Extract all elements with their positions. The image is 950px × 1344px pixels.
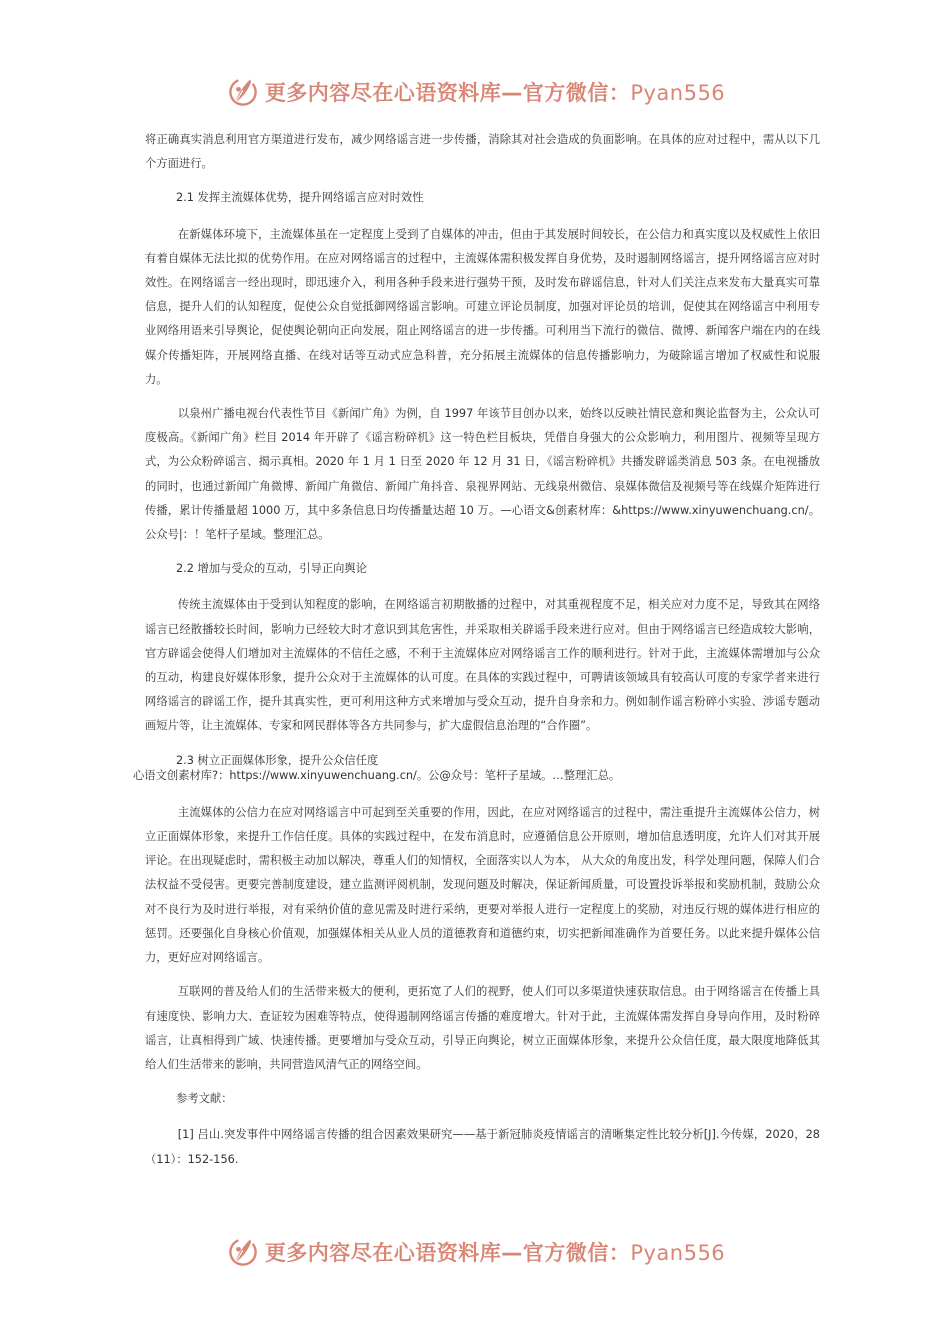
intro-paragraph: 将正确真实消息利用官方渠道进行发布，减少网络谣言进一步传播，消除其对社会造成的负面影响。在具体的应对过程中，需从以下几个方面进行。 <box>145 133 820 171</box>
section-2-1-heading: 2.1 发挥主流媒体优势，提升网络谣言应对时效性 <box>176 191 424 205</box>
section-2-1-paragraph-1: 在新媒体环境下，主流媒体虽在一定程度上受到了自媒体的冲击，但由于其发展时间较长，在公信力和真实度以及权威性上依旧有着自媒体无法比拟的优势作用。在应对网络谣言的过程中，主流媒体需积极发挥自身优势，及时遏制网络谣言，提升网络谣言应对时效性。在网络谣言一经出现时，即迅速介入，利用各种手段来进行强势干预，及时发布辟谣信息，针对人们关注点来发布大量真实可靠信息，提升人们的认知程度，促使公众自觉抵御网络谣言影响。可建立评论员制度，加强对评论员的培训，促使其在网络谣言中利用专业网络用语来引导舆论，促使舆论朝向正向发展，阻止网络谣言的进一步传播。可利用当下流行的微信、微博、新闻客户端在内的在线媒介传播矩阵，开展网络直播、在线对话等互动式应急科普，充分拓展主流媒体的信息传播影响力，为破除谣言增加了权威性和说服力。 <box>145 227 820 386</box>
document-body <box>145 128 820 1182</box>
reference-1: [1] 吕山.突发事件中网络谣言传播的组合因素效果研究——基于新冠肺炎疫情谣言的清晰集定性比较分析[J].今传媒，2020，28（11）：152-156. <box>145 1128 820 1166</box>
banner-main-text-bottom: 更多内容尽在心语资料库—官方微信： <box>264 1241 631 1265</box>
banner-wechat-id: Pyan556 <box>630 81 726 105</box>
section-2-2-paragraph-1: 传统主流媒体由于受到认知程度的影响，在网络谣言初期散播的过程中，对其重视程度不足，相关应对力度不足，导致其在网络谣言已经散播较长时间，影响力已经较大时才意识到其危害性，并采取相关辟谣手段来进行应对。但由于网络谣言已经造成较大影响，官方辟谣会使得人们增加对主流媒体的不信任之感，不利于主流媒体应对网络谣言工作的顺利进行。针对于此，主流媒体需增加与公众的互动，构建良好媒体形象，提升公众对于主流媒体的认可度。在具体的实践过程中，可聘请该领域具有较高认可度的专家学者来进行网络谣言的辟谣工作，提升其真实性，更可利用这种方式来增加与受众互动，提升自身亲和力。例如制作谣言粉碎小实验、涉谣专题动画短片等，让主流媒体、专家和网民群体等各方共同参与，扩大虚假信息治理的“合作圈”。 <box>145 598 820 733</box>
banner-text-bottom <box>265 1237 725 1267</box>
footer-watermark-banner <box>0 1232 950 1272</box>
banner-main-text: 更多内容尽在心语资料库—官方微信： <box>264 81 631 105</box>
references-heading: 参考文献： <box>176 1092 233 1106</box>
watermark-note-line: 心语文创素材库?：https://www.xinyuwenchuang.cn/。公@众号：笔杆子星域。…整理汇总。 <box>133 769 621 782</box>
section-2-3-paragraph-1: 主流媒体的公信力在应对网络谣言中可起到至关重要的作用，因此，在应对网络谣言的过程中，需注重提升主流媒体公信力，树立正面媒体形象，来提升工作信任度。具体的实践过程中，在发布消息时，应遵循信息公开原则，增加信息透明度，允许人们对其开展评论。在出现疑虑时，需积极主动加以解决，尊重人们的知情权，全面落实以人为本， 从大众的角度出发，科学处理问题，保障人们合法权益不受侵害。更要完善制度建设，建立监测评阅机制，发现问题及时解决，保证新闻质量，可设置投诉举报和奖励机制，鼓励公众对不良行为及时进行举报，对有采纳价值的意见需及时进行采纳，更要对举报人进行一定程度上的奖励，对违反行规的媒体进行相应的惩罚。还要强化自身核心价值观，加强媒体相关从业人员的道德教育和道德约束，切实把新闻准确作为首要任务。以此来提升媒体公信力，更好应对网络谣言。 <box>145 805 820 965</box>
quill-pen-logo-icon <box>225 74 261 110</box>
section-2-3-heading: 2.3 树立正面媒体形象，提升公众信任度 <box>176 753 379 767</box>
banner-text <box>265 77 725 107</box>
conclusion-paragraph: 互联网的普及给人们的生活带来极大的便利，更拓宽了人们的视野，使人们可以多渠道快速获取信息。由于网络谣言在传播上具有速度快、影响力大、查证较为困难等特点，使得遏制网络谣言传播的难度增大。针对于此，主流媒体需发挥自身导向作用，及时粉碎谣言，让真相得到广域、快速传播。更要增加与受众互动，引导正向舆论，树立正面媒体形象，来提升公众信任度，最大限度地降低其给人们生活带来的影响，共同营造风清气正的网络空间。 <box>145 985 820 1071</box>
section-2-1-paragraph-2: 以泉州广播电视台代表性节目《新闻广角》为例，自 1997 年该节目创办以来，始终以反映社情民意和舆论监督为主，公众认可度极高。《新闻广角》栏目 2014 年开辟了《谣言粉碎机》这一特色栏目板块，凭借自身强大的公众影响力，利用图片、视频等呈现方式，为公众粉碎谣言、揭示真相。2020 年 1 月 1 日至 2020 年 12 月 31 日，《谣言粉碎机》共播发辟谣类消息 503 条。在电视播放的同时，也通过新闻广角微博、新闻广角微信、新闻广角抖音、泉视界网站、无线泉州微信、泉媒体微信及视频号等在线媒介矩阵进行传播，累计传播量超 1000 万，其中多条信息日均传播量达超 10 万。—心语文&创素材库：&https://www.xinyuwenchuang.cn/。公众号|：！笔杆子星域。整理汇总。 <box>145 407 820 542</box>
banner-inner <box>225 74 725 110</box>
banner-inner-bottom <box>225 1234 725 1270</box>
quill-pen-logo-icon <box>225 1234 261 1270</box>
header-watermark-banner <box>0 72 950 112</box>
section-2-2-heading: 2.2 增加与受众的互动，引导正向舆论 <box>176 562 368 576</box>
banner-wechat-id-bottom: Pyan556 <box>630 1241 726 1265</box>
